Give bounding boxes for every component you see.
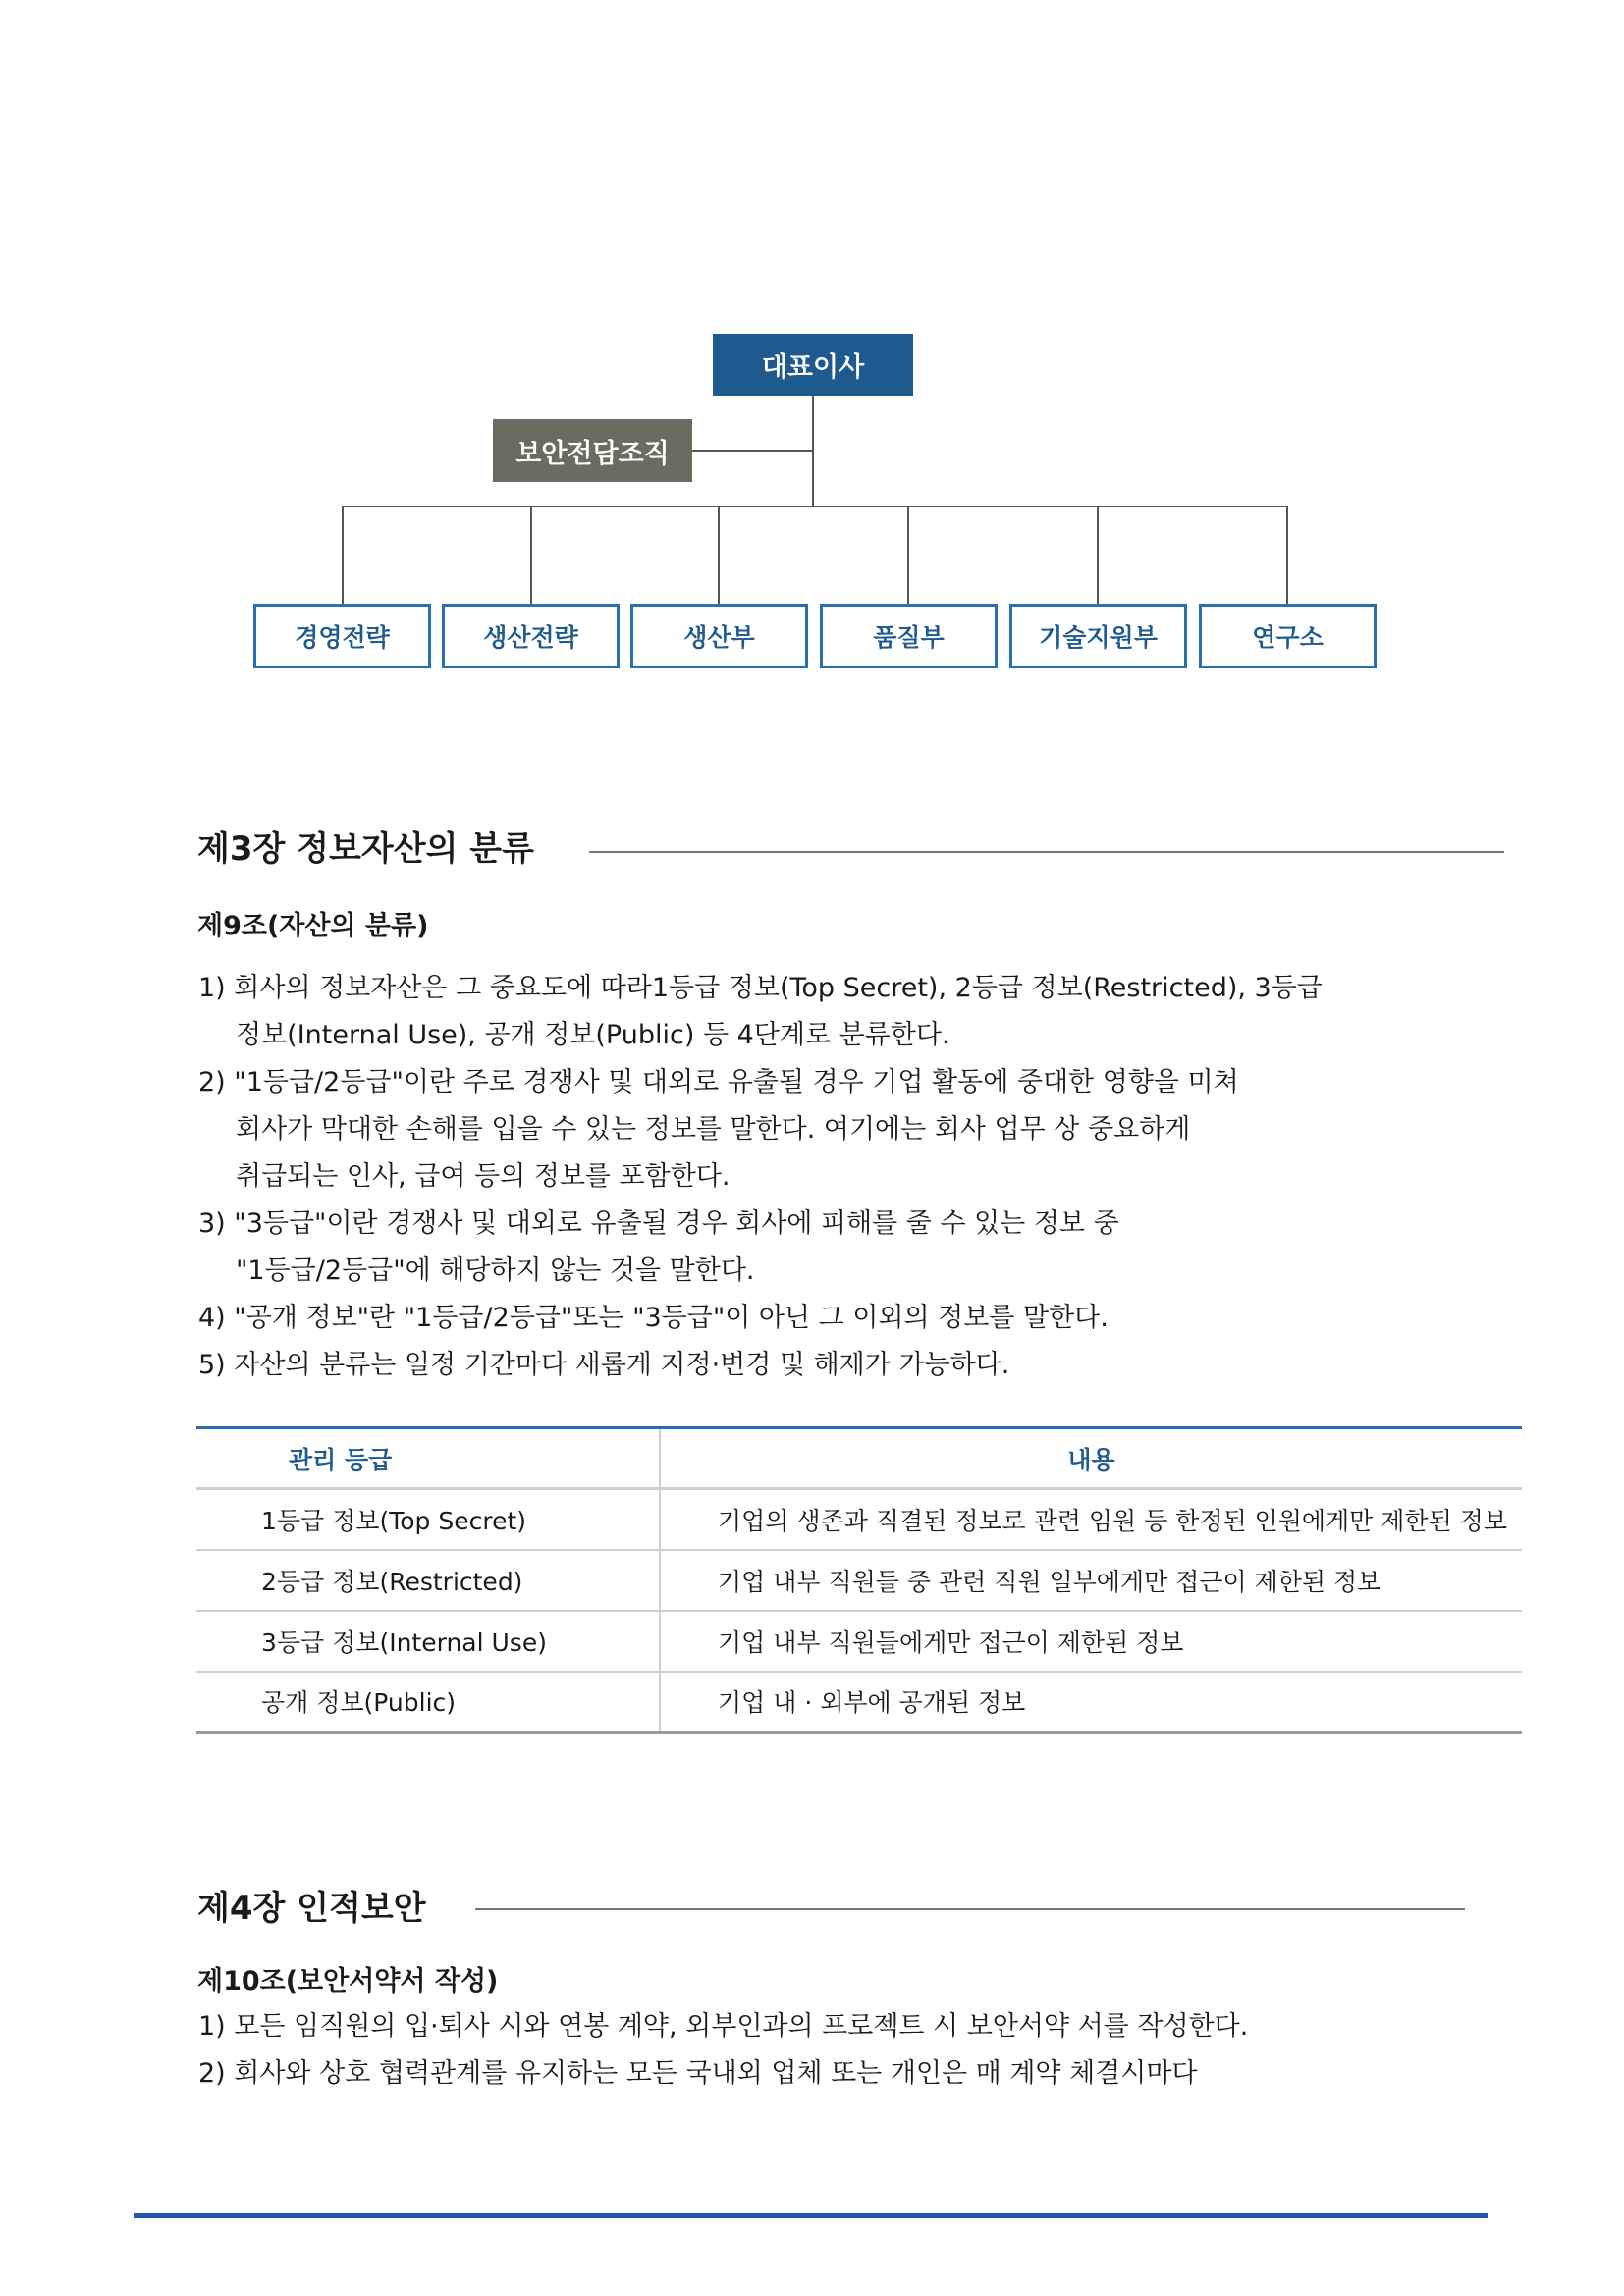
header-content: 내용 <box>660 1428 1522 1489</box>
paragraph-line: 정보(Internal Use), 공개 정보(Public) 등 4단계로 분류한다. <box>236 1020 950 1050</box>
paragraph-line: 취급되는 인사, 급여 등의 정보를 포함한다. <box>236 1161 731 1192</box>
grade-cell: 3등급 정보(Internal Use) <box>196 1611 660 1672</box>
branch-drop <box>342 506 344 604</box>
ceo-box: 대표이사 <box>713 334 913 396</box>
grade-cell: 2등급 정보(Restricted) <box>196 1550 660 1611</box>
branch-drop <box>1097 506 1099 604</box>
branch-drop <box>718 506 720 604</box>
paragraph-line: 1) 회사의 정보자산은 그 중요도에 따라1등급 정보(Top Secret), 2등급 정보(Restricted), 3등급 <box>198 973 1323 1003</box>
chapter-title: 제3장 정보자산의 분류 <box>197 829 534 869</box>
article-title: 제10조(보안서약서 작성) <box>197 1966 499 1997</box>
branch-drop <box>907 506 909 604</box>
chapter-title: 제4장 인적보안 <box>197 1889 426 1928</box>
branch-drop <box>530 506 532 604</box>
chapter-divider <box>475 1908 1465 1910</box>
table-header-row <box>196 1428 1522 1489</box>
article-title: 제9조(자산의 분류) <box>197 911 429 941</box>
header-grade: 관리 등급 <box>196 1428 660 1489</box>
content-cell: 기업 내 · 외부에 공개된 정보 <box>660 1672 1522 1733</box>
security-org-box: 보안전담조직 <box>493 419 692 482</box>
chapter-divider <box>589 851 1504 853</box>
paragraph-line: 2) "1등급/2등급"이란 주로 경쟁사 및 대외로 유출될 경우 기업 활동에 중대한 영향을 미쳐 <box>198 1067 1239 1097</box>
table-row <box>196 1550 1522 1611</box>
content-cell: 기업의 생존과 직결된 정보로 관련 임원 등 한정된 인원에게만 제한된 정보 <box>660 1489 1522 1550</box>
table-row <box>196 1611 1522 1672</box>
article-body <box>198 2003 1248 2098</box>
table-row <box>196 1672 1522 1733</box>
paragraph-line: 4) "공개 정보"란 "1등급/2등급"또는 "3등급"이 아닌 그 이외의 정보를 말한다. <box>198 1303 1109 1333</box>
dept-box: 경영전략 <box>253 604 431 668</box>
paragraph-line: 5) 자산의 분류는 일정 기간마다 새롭게 지정·변경 및 해제가 가능하다. <box>198 1350 1010 1380</box>
content-cell: 기업 내부 직원들에게만 접근이 제한된 정보 <box>660 1611 1522 1672</box>
content-cell: 기업 내부 직원들 중 관련 직원 일부에게만 접근이 제한된 정보 <box>660 1550 1522 1611</box>
grade-cell: 공개 정보(Public) <box>196 1672 660 1733</box>
footer-divider <box>134 2213 1488 2218</box>
classification-table <box>196 1426 1522 1734</box>
dept-box: 연구소 <box>1199 604 1377 668</box>
table-row <box>196 1489 1522 1550</box>
paragraph-line: 1) 모든 임직원의 입·퇴사 시와 연봉 계약, 외부인과의 프로젝트 시 보안서약 서를 작성한다. <box>198 2011 1249 2042</box>
paragraph-line: "1등급/2등급"에 해당하지 않는 것을 말한다. <box>236 1255 755 1286</box>
paragraph-line: 2) 회사와 상호 협력관계를 유지하는 모든 국내외 업체 또는 개인은 매 계약 체결시마다 <box>198 2058 1198 2089</box>
paragraph-line: 3) "3등급"이란 경쟁사 및 대외로 유출될 경우 회사에 피해를 줄 수 있는 정보 중 <box>198 1208 1119 1239</box>
dept-box: 생산전략 <box>442 604 620 668</box>
dept-box: 품질부 <box>820 604 998 668</box>
grade-cell: 1등급 정보(Top Secret) <box>196 1489 660 1550</box>
security-connector <box>692 450 813 452</box>
branch-bar <box>342 506 1288 507</box>
dept-box: 기술지원부 <box>1009 604 1187 668</box>
paragraph-line: 회사가 막대한 손해를 입을 수 있는 정보를 말한다. 여기에는 회사 업무 상 중요하게 <box>236 1114 1191 1145</box>
article-body <box>198 965 1323 1389</box>
dept-box: 생산부 <box>630 604 808 668</box>
branch-drop <box>1286 506 1288 604</box>
